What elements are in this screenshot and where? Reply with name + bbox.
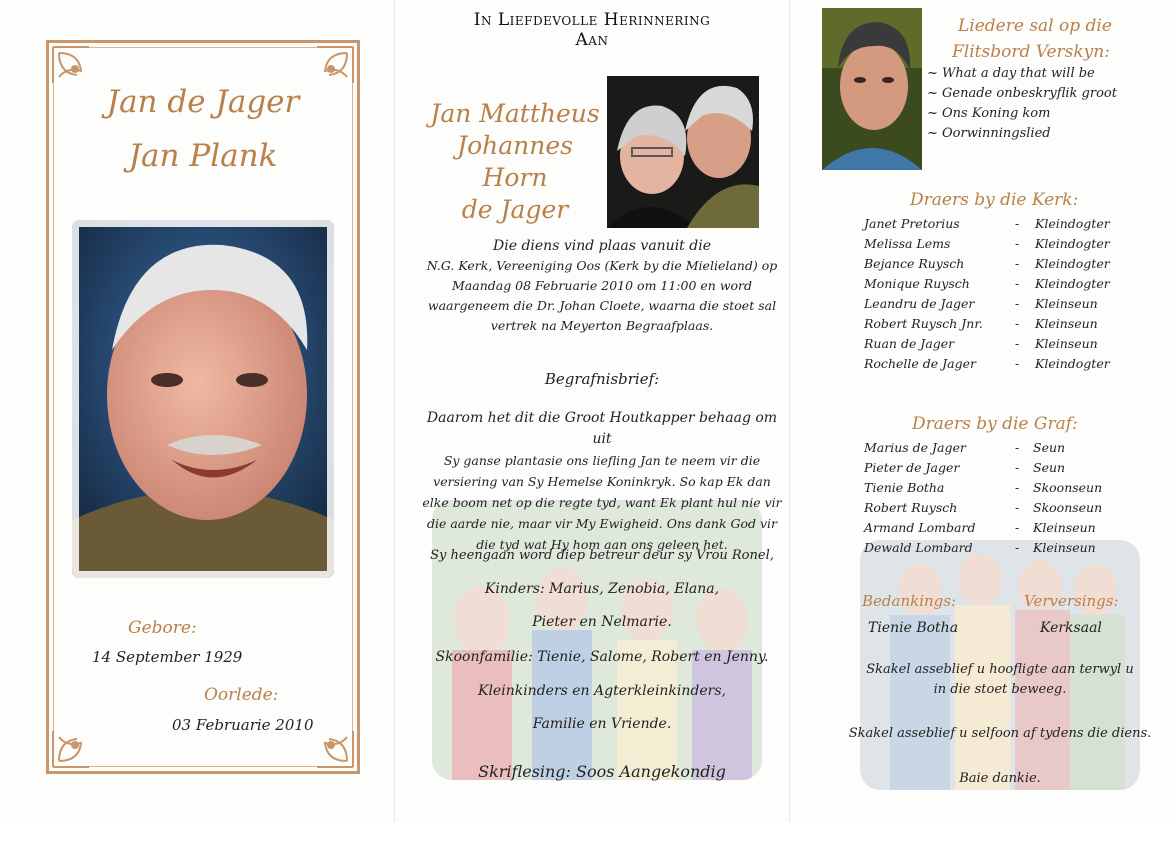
died-date: 03 Februarie 2010 xyxy=(172,716,314,734)
family-line: Pieter en Nelmarie. xyxy=(532,614,672,630)
bearer-relation: Kleinseun xyxy=(1035,296,1098,311)
thanks-label: Bedankings: xyxy=(862,592,957,610)
bearer-dash: - xyxy=(1015,236,1020,251)
song-item: ~ Genade onbeskryflik groot xyxy=(927,86,1117,101)
bearer-dash: - xyxy=(1015,356,1020,371)
bearer-relation: Kleindogter xyxy=(1035,356,1110,371)
bearer-name: Leandru de Jager xyxy=(864,296,975,311)
bearer-dash: - xyxy=(1015,460,1020,475)
memorial-heading: In Liefdevolle Herinnering xyxy=(473,10,711,30)
letter-line: Daarom het dit die Groot Houtkapper behaag om uit xyxy=(426,410,778,447)
bearer-dash: - xyxy=(1015,276,1020,291)
bearer-dash: - xyxy=(1015,216,1020,231)
bearer-dash: - xyxy=(1015,256,1020,271)
bearer-relation: Kleinseun xyxy=(1033,520,1096,535)
bearer-dash: - xyxy=(1015,316,1020,331)
bearer-relation: Kleindogter xyxy=(1035,276,1110,291)
refresh-place: Kerksaal xyxy=(1040,620,1102,636)
bearer-name: Marius de Jager xyxy=(864,440,966,455)
songs-title: Flitsbord Verskyn: xyxy=(952,42,1110,62)
memorial-heading-sub: Aan xyxy=(575,30,609,50)
bearer-dash: - xyxy=(1015,336,1020,351)
nickname-line: Jan Plank xyxy=(128,138,278,174)
bearer-name: Bejance Ruysch xyxy=(864,256,965,271)
songs-title: Liedere sal op die xyxy=(958,16,1112,36)
bearer-name: Monique Ruysch xyxy=(864,276,970,291)
man-portrait-photo xyxy=(822,8,922,170)
bearer-relation: Kleindogter xyxy=(1035,256,1110,271)
thanks-name: Tienie Botha xyxy=(868,620,959,636)
bearer-relation: Seun xyxy=(1033,440,1066,455)
bearer-relation: Seun xyxy=(1033,460,1066,475)
bearer-relation: Kleinseun xyxy=(1035,336,1098,351)
service-line: Maandag 08 Februarie 2010 om 11:00 en word xyxy=(451,278,753,293)
letter-line: die tyd wat Hy hom aan ons geleen het. xyxy=(476,537,728,552)
bearer-name: Dewald Lombard xyxy=(864,540,973,555)
scripture-line: Skriflesing: Soos Aangekondig xyxy=(478,762,726,781)
bearer-relation: Kleindogter xyxy=(1035,216,1110,231)
bearer-dash: - xyxy=(1015,480,1020,495)
family-line: Kleinkinders en Agterkleinkinders, xyxy=(478,683,726,699)
grave-bearers-title: Draers by die Graf: xyxy=(912,414,1078,434)
bearer-name: Ruan de Jager xyxy=(864,336,955,351)
bearer-name: Tienie Botha xyxy=(864,480,945,495)
bearer-name: Pieter de Jager xyxy=(864,460,960,475)
service-line: N.G. Kerk, Vereeniging Oos (Kerk by die Mielieland) op xyxy=(426,258,778,273)
full-name-line: Jan Mattheus xyxy=(430,99,600,128)
song-item: ~ Ons Koning kom xyxy=(927,106,1051,121)
notice-line: Skakel asseblief u hoofligte aan terwyl u xyxy=(866,662,1134,677)
mourned-line: Sy heengaan word diep betreur deur sy Vrou Ronel, xyxy=(430,548,774,563)
letter-line: Sy ganse plantasie ons liefling Jan te neem vir die xyxy=(443,453,761,468)
full-name-line: de Jager xyxy=(461,195,569,224)
died-label: Oorlede: xyxy=(204,685,279,705)
refresh-label: Verversings: xyxy=(1024,592,1119,610)
family-line: Kinders: Marius, Zenobia, Elana, xyxy=(484,581,720,597)
bearer-relation: Kleindogter xyxy=(1035,236,1110,251)
bearer-dash: - xyxy=(1015,500,1020,515)
phone-notice: Skakel asseblief u selfoon af tydens die diens. xyxy=(848,726,1152,741)
family-line: Skoonfamilie: Tienie, Salome, Robert en Jenny. xyxy=(435,649,769,665)
couple-photo xyxy=(607,76,759,228)
notice-line: in die stoet beweeg. xyxy=(933,682,1067,697)
bearer-relation: Kleinseun xyxy=(1035,316,1098,331)
service-line: waargeneem die Dr. Johan Cloete, waarna die stoet sal xyxy=(427,298,777,313)
bearer-name: Rochelle de Jager xyxy=(864,356,976,371)
bearer-relation: Skoonseun xyxy=(1033,500,1103,515)
letter-line: die aarde nie, maar vir My Ewigheid. Ons dank God vir xyxy=(426,516,778,531)
headlights-notice xyxy=(850,660,1150,700)
full-name xyxy=(425,98,605,226)
nickname-line: Jan de Jager xyxy=(106,84,300,120)
born-date: 14 September 1929 xyxy=(92,648,243,666)
bearer-name: Janet Pretorius xyxy=(864,216,960,231)
service-details xyxy=(420,236,784,336)
closing-thanks: Baie dankie. xyxy=(959,771,1041,786)
letter-line: versiering van Sy Hemelse Koninkryk. So kap Ek dan xyxy=(433,474,771,489)
corner-ornament-icon xyxy=(49,707,113,771)
service-line: Die diens vind plaas vanuit die xyxy=(493,238,711,254)
portrait-photo xyxy=(72,220,334,578)
bearer-dash: - xyxy=(1015,296,1020,311)
bearer-dash: - xyxy=(1015,520,1020,535)
song-item: ~ What a day that will be xyxy=(927,66,1095,81)
bearer-dash: - xyxy=(1015,440,1020,455)
bearer-relation: Skoonseun xyxy=(1033,480,1103,495)
bearer-dash: - xyxy=(1015,540,1020,555)
song-item: ~ Oorwinningslied xyxy=(927,126,1051,141)
bearer-name: Robert Ruysch xyxy=(864,500,958,515)
church-bearers-title: Draers by die Kerk: xyxy=(910,190,1079,210)
letter-text xyxy=(420,408,784,555)
bearer-name: Armand Lombard xyxy=(864,520,976,535)
bearer-name: Robert Ruysch Jnr. xyxy=(864,316,983,331)
bearer-name: Melissa Lems xyxy=(864,236,951,251)
letter-title: Begrafnisbrief: xyxy=(544,370,660,388)
family-line: Familie en Vriende. xyxy=(532,716,672,732)
service-line: vertrek na Meyerton Begraafplaas. xyxy=(490,318,714,333)
born-label: Gebore: xyxy=(128,618,197,638)
full-name-line: Johannes Horn xyxy=(457,131,573,192)
bearer-relation: Kleinseun xyxy=(1033,540,1096,555)
letter-line: elke boom net op die regte tyd, want Ek plant hul nie vir xyxy=(422,495,782,510)
